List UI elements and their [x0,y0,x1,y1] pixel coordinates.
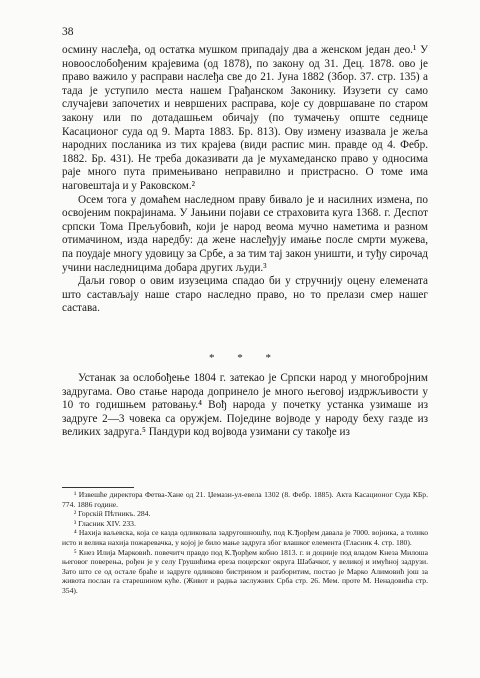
paragraph: Осем тога у домаћем наследном праву бивало је и насилних измена, по освојеним покрајинама. У Јањини појави се страховита куга 1368. г. Деспот српски Тома Прељубовић, који је народ веома мучно наметима и разном отимачином, изда наредбу: да жене наслеђују имање после смрти мужева, па поудаје многу удовицу за Србе, а за тим тај закон уништи, и туђу сирочад учини наследницима добара других људи.³ [62,193,428,274]
section-text-block [62,372,428,440]
footnote: ² Горскій Пѣтникъ. 284. [74,509,151,519]
footnote-divider [62,487,134,488]
footnote: ³ Гласник XIV. 233. [74,518,136,528]
footnote: ⁴ Нахија ваљевска, која се казда одликовала задругошношћу, под К.Ђорђем давала је 7000. војника, а толико исто и велика нахија пожаревачка, у којој је било мање задруга због влашког елемента (Гласник 4. стр. 180). [62,528,428,547]
section-separator: * * * [209,352,281,364]
footnotes [62,490,428,596]
paragraph: осмину наслеђа, од остатка мушком припадају два а женском један део.¹ У новоослобођеним крајевима (од 1878), по закону од 31. Дец. 1878. ово је право важило у расправи наслеђа све до 21. Јуна 1882 (Збор. 37. стр. 135) а тада је уступило места нашем Грађанском Законику. Изузети су само случајеви започетих и невршених расправа, које су довршаване по старом закону или по дотадашњем обичају (по тумачењу опште седнице Касационог суда од 9. Марта 1883. Бр. 813). Ову измену изазвала је жеља народних посланика из тих крајева (види распис мин. правде од 4. Фебр. 1882. Бр. 431). Не треба доказивати да је мухамеданско право у односима раје много пута примењивано неправилно и пристрасно. О томе има наговештаја и у Раковском.² [62,44,428,192]
page-number: 38 [62,26,74,38]
paragraph: Даљи говор о овим изузецима спадао би у стручнију оцену елемената што састављају наше старо наследно право, но то прелази смер нашег састава. [62,275,428,315]
main-text-block [62,44,428,316]
footnote: ⁵ Кнез Илија Марковић. повечитч правдо под К.Ђорђем кобно 1813. г. и доцније под владом Кнеза Милоша његовог поверења, рођен је у селу Грушићима ереза поцерског округа Шабачког, у великој и имућној задрузи. Зато што се од остале браће и задруге одликово бистрином и разборитим, постао је Марко Алимовић још за живота послан га старешином куће. (Живот и радња заслужних Срба стр. 26. Мем. проте М. Ненадовића стр. 354). [62,547,428,595]
paragraph: Устанак за ослобођење 1804 г. затекао је Српски народ у многобројним задругама. Ово стање народа допринело је много његовој издржљивости у 10 то годишњем ратовању.⁴ Вођ народа у почетку устанка узимаше из задруге 2—3 човека са оружјем. Поједине војводе у народу беху газде из великих задруга.⁵ Пандури код војвода узимани су такође из [62,372,428,439]
footnote: ¹ Извешће директора Фетва-Хане од 21. Џемази-ул-евела 1302 (8. Фебр. 1885). Акта Касационог Суда КБр. 774. 1886 године. [62,490,428,509]
